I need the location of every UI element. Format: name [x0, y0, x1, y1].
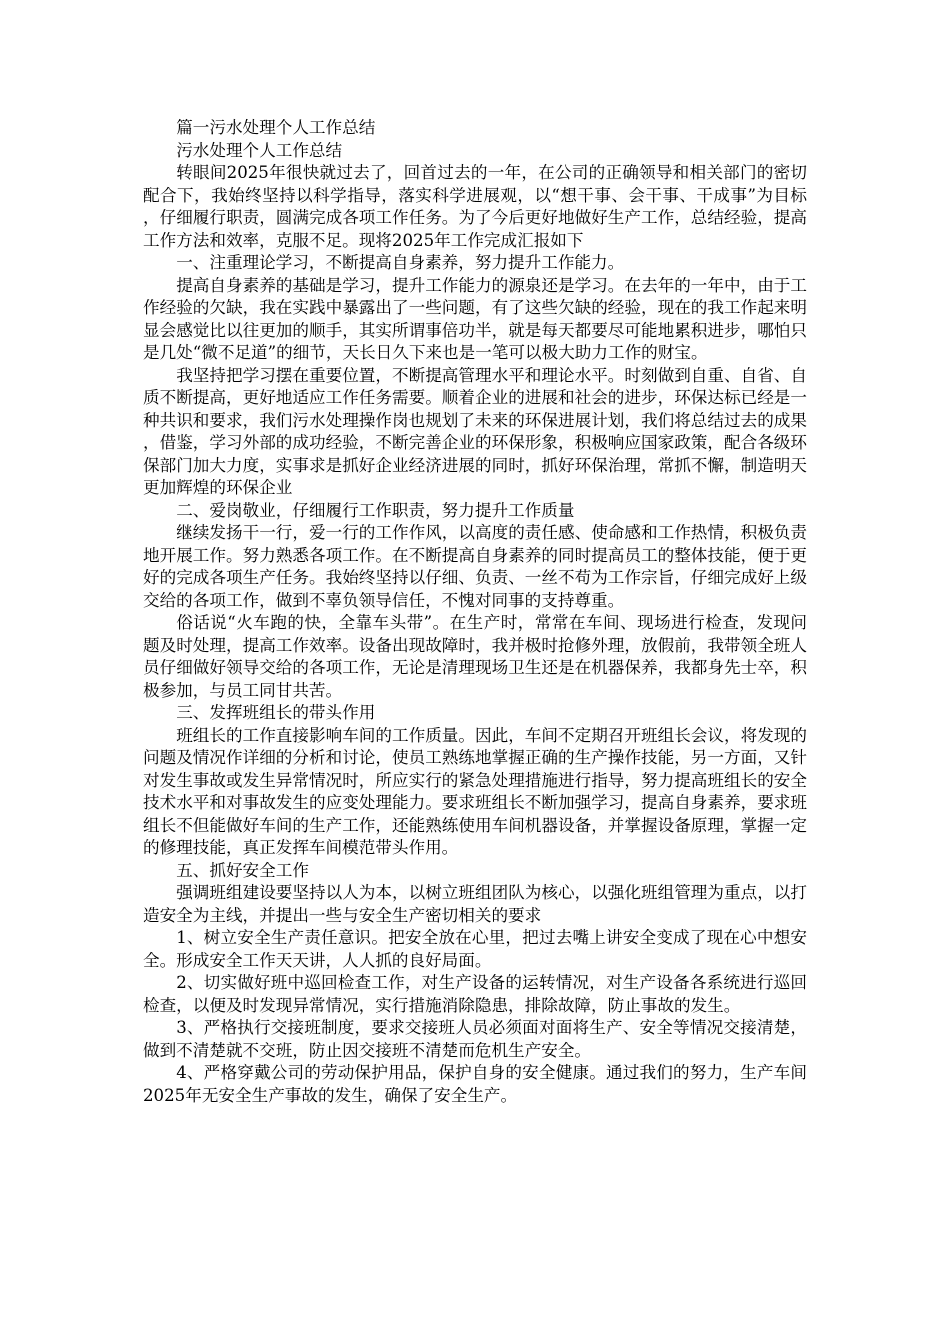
body-paragraph: 提高自身素养的基础是学习，提升工作能力的源泉还是学习。在去年的一年中，由于工作经验的欠缺，我在实践中暴露出了一些问题，有了这些欠缺的经验，现在的我工作起来明显会感觉比以往更加的顺手，其实所谓事倍功半，就是每天都要尽可能地累积进步，哪怕只是几处“微不足道”的细节，天长日久下来也是一笔可以极大助力工作的财宝。	[143, 275, 807, 362]
section-heading-5: 五、抓好安全工作	[176, 860, 309, 880]
document-title: 篇一污水处理个人工作总结	[176, 118, 376, 137]
section-heading-1: 一、注重理论学习，不断提高自身素养，努力提升工作能力。	[176, 253, 625, 272]
section-heading-2: 二、爱岗敬业，仔细履行工作职责，努力提升工作质量	[176, 500, 575, 520]
body-paragraph: 我坚持把学习摆在重要位置，不断提高管理水平和理论水平。时刻做到自重、自省、自质不断提高，更好地适应工作任务需要。顺着企业的进展和社会的进步，环保达标已经是一种共识和要求，我们污水处理操作岗也规划了未来的环保进展计划，我们将总结过去的成果，借鉴，学习外部的成功经验，不断完善企业的环保形象，积极响应国家政策，配合各级环保部门加大力度，实事求是抓好企业经济进展的同时，抓好环保治理，常抓不懈，制造明天更加辉煌的环保企业	[143, 365, 807, 497]
list-item: 3、严格执行交接班制度，要求交接班人员必须面对面将生产、安全等情况交接清楚，做到不清楚就不交班，防止因交接班不清楚而危机生产安全。	[143, 1018, 807, 1060]
list-item: 1、树立安全生产责任意识。把安全放在心里，把过去嘴上讲安全变成了现在心中想安全。形成安全工作天天讲，人人抓的良好局面。	[143, 928, 807, 970]
list-item: 4、严格穿戴公司的劳动保护用品，保护自身的安全健康。通过我们的努力，生产车间2025年无安全生产事故的发生，确保了安全生产。	[143, 1063, 807, 1105]
intro-paragraph: 转眼间2025年很快就过去了，回首过去的一年，在公司的正确领导和相关部门的密切配合下，我始终坚持以科学指导，落实科学进展观，以“想干事、会干事、干成事”为目标，仔细履行职责，圆满完成各项工作任务。为了今后更好地做好生产工作，总结经验，提高工作方法和效率，克服不足。现将2025年工作完成汇报如下	[143, 163, 807, 250]
section-heading-3: 三、发挥班组长的带头作用	[176, 703, 376, 722]
document-body	[143, 117, 807, 1107]
body-paragraph: 班组长的工作直接影响车间的工作质量。因此，车间不定期召开班组长会议，将发现的问题及情况作详细的分析和讨论，使员工熟练地掌握正确的生产操作技能，另一方面，又针对发生事故或发生异常情况时，所应实行的紧急处理措施进行指导，努力提高班组长的安全技术水平和对事故发生的应变处理能力。要求班组长不断加强学习，提高自身素养，要求班组长不但能做好车间的生产工作，还能熟练使用车间机器设备，并掌握设备原理，掌握一定的修理技能，真正发挥车间模范带头作用。	[143, 725, 807, 857]
body-paragraph: 俗话说“火车跑的快，全靠车头带”。在生产时，常常在车间、现场进行检查，发现问题及时处理，提高工作效率。设备出现故障时，我并极时抢修外理，放假前，我带领全班人员仔细做好领导交给的各项工作，无论是清理现场卫生还是在机器保养，我都身先士卒，积极参加，与员工同甘共苦。	[143, 613, 807, 700]
document-subtitle: 污水处理个人工作总结	[176, 140, 343, 160]
body-paragraph: 强调班组建设要坚持以人为本，以树立班组团队为核心，以强化班组管理为重点，以打造安全为主线，并提出一些与安全生产密切相关的要求	[143, 883, 807, 925]
body-paragraph: 继续发扬干一行，爱一行的工作作风，以高度的责任感、使命感和工作热情，积极负责地开展工作。努力熟悉各项工作。在不断提高自身素养的同时提高员工的整体技能，便于更好的完成各项生产任务。我始终坚持以仔细、负责、一丝不苟为工作宗旨，仔细完成好上级交给的各项工作，做到不辜负领导信任，不愧对同事的支持尊重。	[143, 523, 807, 610]
list-item: 2、切实做好班中巡回检查工作，对生产设备的运转情况，对生产设备各系统进行巡回检查，以便及时发现异常情况，实行措施消除隐患，排除故障，防止事故的发生。	[143, 973, 807, 1015]
